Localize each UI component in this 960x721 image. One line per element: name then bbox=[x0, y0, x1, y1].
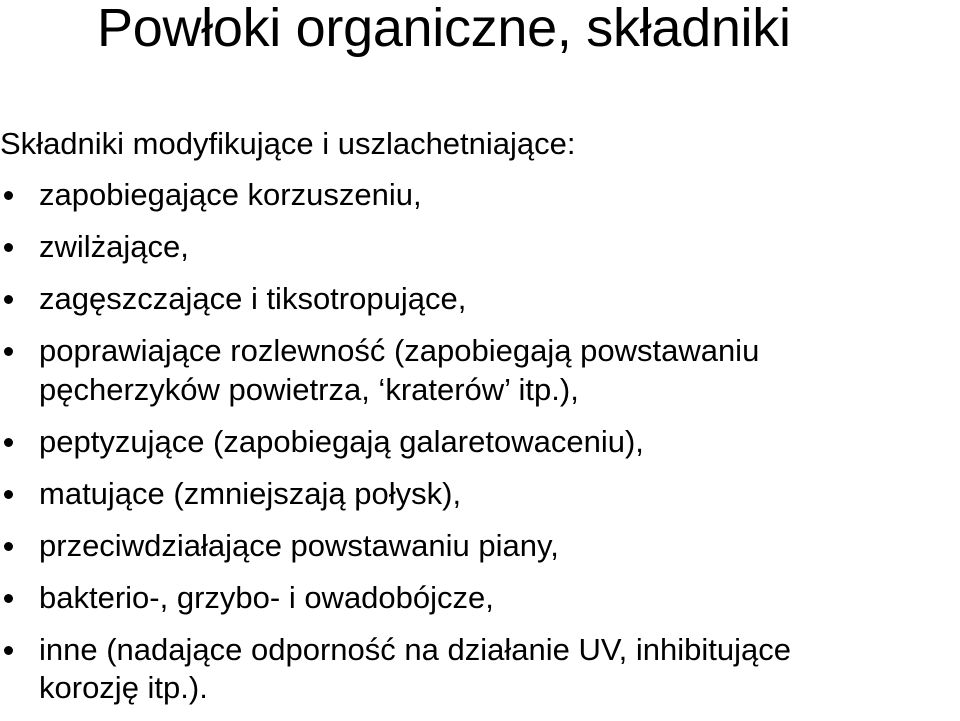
bullet-list bbox=[0, 176, 960, 721]
list-item bbox=[0, 579, 960, 618]
list-item bbox=[0, 631, 960, 708]
bullet-icon bbox=[4, 594, 13, 603]
bullet-icon bbox=[4, 542, 13, 551]
bullet-icon bbox=[4, 438, 13, 447]
bullet-text-line-2: korozję itp.). bbox=[39, 670, 208, 705]
list-item bbox=[0, 176, 960, 215]
bullet-text-line-1: inne (nadające odporność na działanie UV, inhibitujące bbox=[39, 631, 791, 667]
bullet-text: bakterio-, grzybo- i owadobójcze, bbox=[39, 579, 494, 615]
bullet-icon bbox=[4, 646, 13, 655]
bullet-icon bbox=[4, 243, 13, 252]
list-item bbox=[0, 527, 960, 566]
bullet-text: zagęszczające i tiksotropujące, bbox=[39, 281, 467, 316]
list-item bbox=[0, 280, 960, 319]
bullet-icon bbox=[4, 490, 13, 499]
list-item bbox=[0, 475, 960, 514]
bullet-text-line-2: pęcherzyków powietrza, ‘kraterów’ itp.), bbox=[39, 371, 579, 407]
bullet-text: matujące (zmniejszają połysk), bbox=[39, 475, 462, 511]
bullet-text: przeciwdziałające powstawaniu piany, bbox=[39, 527, 559, 563]
list-item bbox=[0, 228, 960, 267]
bullet-text-line-1: poprawiające rozlewność (zapobiegają powstawaniu bbox=[39, 333, 760, 368]
bullet-icon bbox=[4, 295, 13, 304]
slide-title: Powłoki organiczne, składniki bbox=[97, 0, 791, 58]
list-item bbox=[0, 332, 960, 409]
list-item bbox=[0, 423, 960, 462]
bullet-text: zwilżające, bbox=[39, 229, 189, 264]
bullet-icon bbox=[4, 191, 13, 200]
bullet-text: zapobiegające korzuszeniu, bbox=[39, 177, 422, 212]
bullet-icon bbox=[4, 347, 13, 356]
intro-text: Składniki modyfikujące i uszlachetniające: bbox=[0, 126, 576, 161]
bullet-text: peptyzujące (zapobiegają galaretowaceniu), bbox=[39, 423, 644, 459]
